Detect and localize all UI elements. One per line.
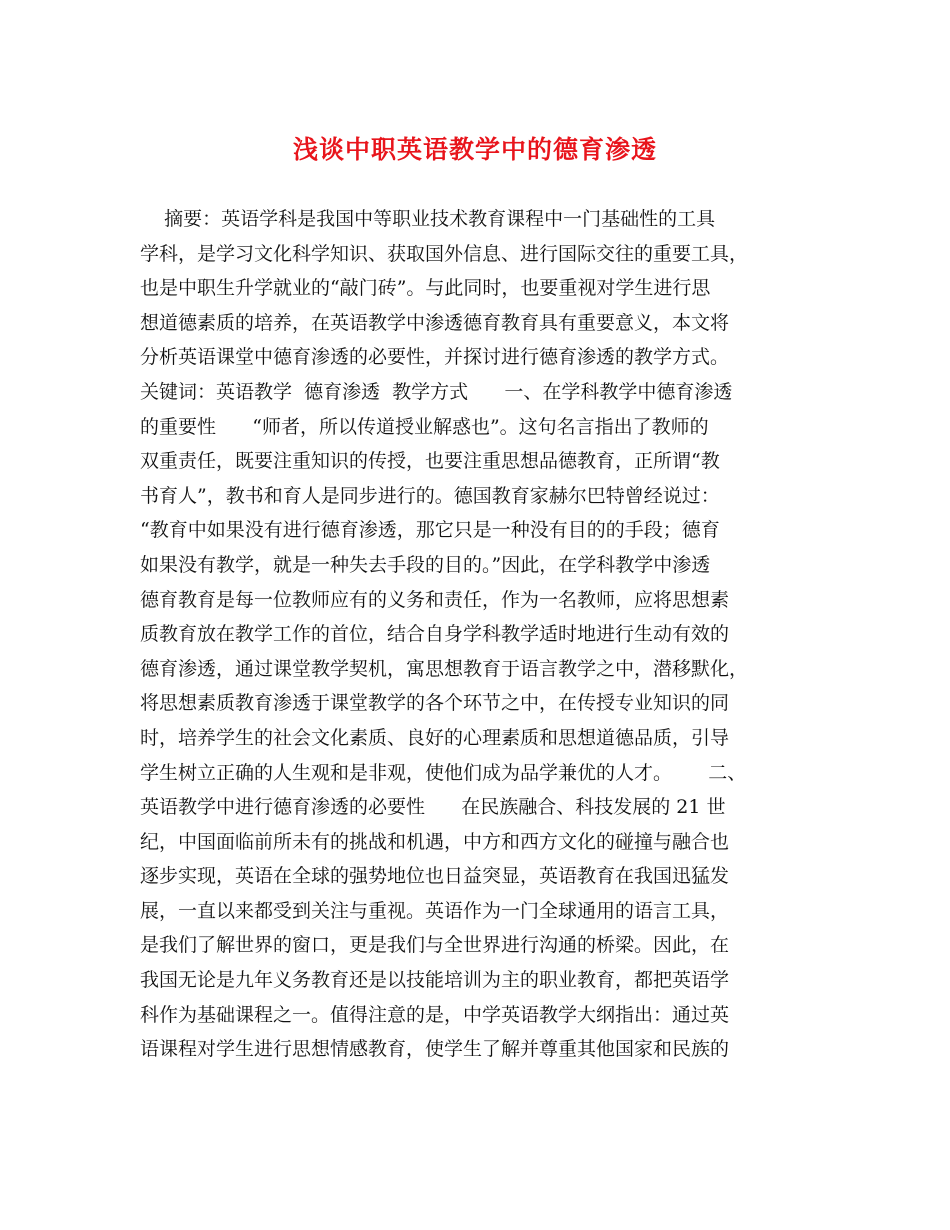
body-line: 想道德素质的培养，在英语教学中渗透德育教育具有重要意义，本文将 (140, 311, 730, 334)
document-title: 浅谈中职英语教学中的德育渗透 (292, 135, 657, 164)
body-line: 的重要性 “师者，所以传道授业解惑也”。这句名言指出了教师的 (140, 415, 709, 438)
body-line: 时，培养学生的社会文化素质、良好的心理素质和思想道德品质，引导 (140, 726, 730, 749)
body-line: 摘要：英语学科是我国中等职业技术教育课程中一门基础性的工具 (140, 208, 716, 230)
body-line: 学生树立正确的人生观和是非观，使他们成为品学兼优的人才。 二、 (140, 761, 747, 784)
body-line: 逐步实现，英语在全球的强势地位也日益突显，英语教育在我国迅猛发 (140, 865, 730, 888)
body-line: 双重责任，既要注重知识的传授，也要注重思想品德教育，正所谓“教 (140, 450, 720, 473)
document-body (140, 202, 822, 1067)
body-line: 也是中职生升学就业的“敲门砖”。与此同时，也要重视对学生进行思 (140, 277, 711, 300)
body-line: 学科，是学习文化科学知识、获取国外信息、进行国际交往的重要工具， (140, 242, 749, 265)
body-line: 书育人”，教书和育人是同步进行的。德国教育家赫尔巴特曾经说过： (140, 484, 720, 507)
body-line: 将思想素质教育渗透于课堂教学的各个环节之中，在传授专业知识的同 (140, 692, 730, 715)
keywords-line: 关键词：英语教学 德育渗透 教学方式 一、在学科教学中德育渗透 (140, 380, 733, 403)
body-line: 是我们了解世界的窗口，更是我们与全世界进行沟通的桥梁。因此，在 (140, 934, 730, 957)
body-line: 如果没有教学，就是一种失去手段的目的。”因此，在学科教学中渗透 (140, 553, 711, 576)
body-line: 纪，中国面临前所未有的挑战和机遇，中方和西方文化的碰撞与融合也 (140, 830, 730, 853)
body-line: 我国无论是九年义务教育还是以技能培训为主的职业教育，都把英语学 (140, 969, 730, 992)
body-line: 分析英语课堂中德育渗透的必要性，并探讨进行德育渗透的教学方式。 (140, 346, 730, 369)
body-line: “教育中如果没有进行德育渗透，那它只是一种没有目的的手段；德育 (140, 519, 720, 542)
body-line: 质教育放在教学工作的首位，结合自身学科教学适时地进行生动有效的 (140, 623, 730, 646)
body-line: 科作为基础课程之一。值得注意的是，中学英语教学大纲指出：通过英 (140, 1003, 730, 1026)
body-line: 展，一直以来都受到关注与重视。英语作为一门全球通用的语言工具， (140, 899, 730, 922)
body-line: 英语教学中进行德育渗透的必要性 在民族融合、科技发展的 21 世 (140, 796, 726, 819)
body-line: 语课程对学生进行思想情感教育，使学生了解并尊重其他国家和民族的 (140, 1038, 730, 1061)
body-line: 德育渗透，通过课堂教学契机，寓思想教育于语言教学之中，潜移默化， (140, 657, 749, 680)
body-line: 德育教育是每一位教师应有的义务和责任，作为一名教师，应将思想素 (140, 588, 730, 611)
